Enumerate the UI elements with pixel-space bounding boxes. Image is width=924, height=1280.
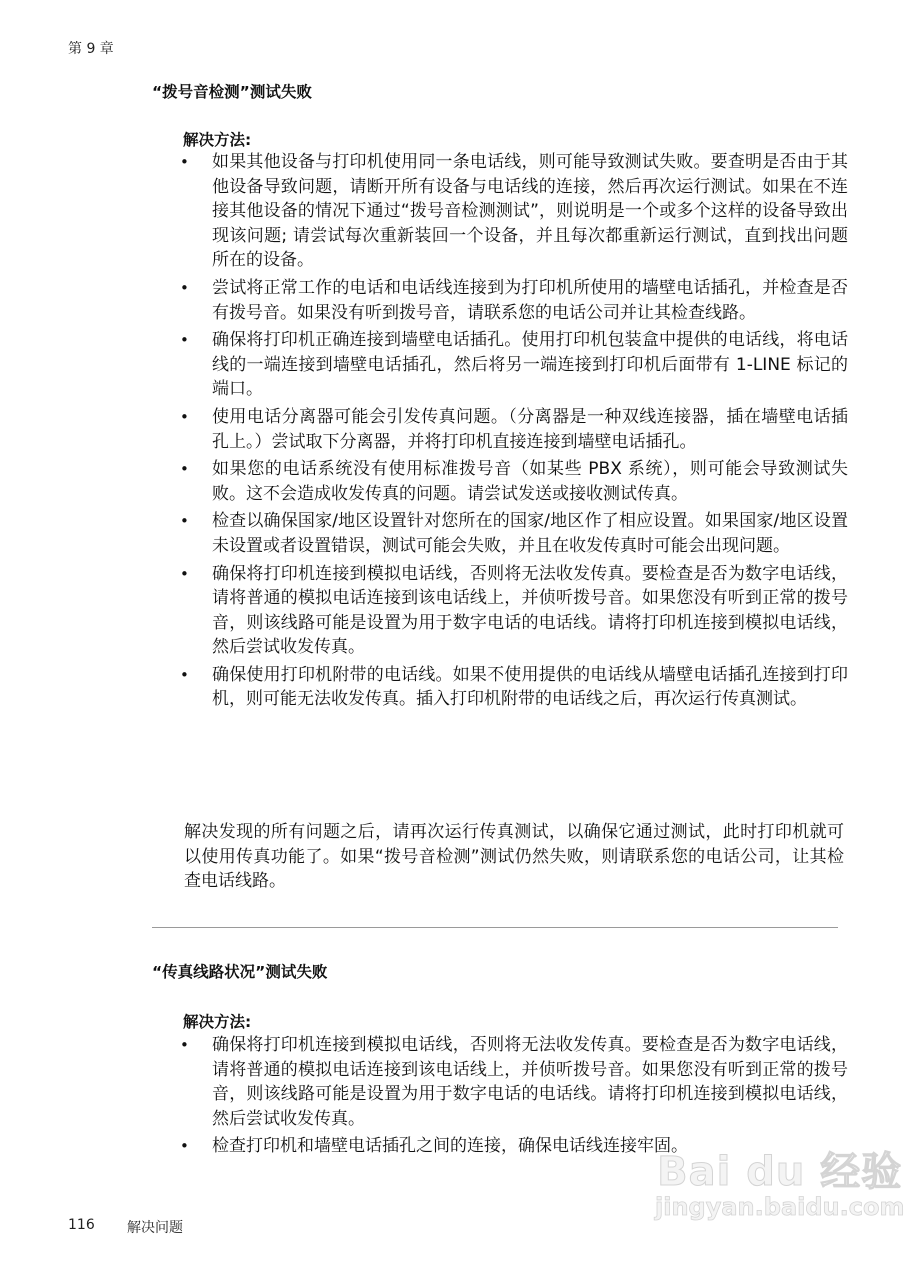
page-number: 116: [68, 1217, 95, 1233]
bullet-icon: •: [180, 331, 189, 350]
list-item: • 使用电话分离器可能会引发传真问题。（分离器是一种双线连接器，插在墙壁电话插孔上。）尝试取下分离器，并将打印机直接连接到墙壁电话插孔。: [180, 406, 848, 452]
bullet-icon: •: [180, 665, 189, 684]
solution-list-dial-tone: [178, 150, 848, 715]
bullet-icon: •: [180, 1137, 189, 1156]
list-item: • 尝试将正常工作的电话和电话线连接到为打印机所使用的墙壁电话插孔，并检查是否有拨号音。如果没有听到拨号音，请联系您的电话公司并让其检查线路。: [180, 277, 848, 323]
bullet-icon: •: [180, 460, 189, 479]
chapter-header: 第 9 章: [68, 41, 114, 57]
watermark-url: jingyan.baidu.com: [655, 1193, 905, 1221]
list-item: • 确保将打印机连接到模拟电话线，否则将无法收发传真。要检查是否为数字电话线，请将普通的模拟电话连接到该电话线上，并侦听拨号音。如果您没有听到正常的拨号音，则该线路可能是设置为用于数字电话的电话线。请将打印机连接到模拟电话线，然后尝试收发传真。: [180, 563, 848, 658]
bullet-icon: •: [180, 278, 189, 297]
bullet-icon: •: [180, 153, 189, 171]
bullet-icon: •: [180, 407, 189, 426]
list-item: • 检查打印机和墙壁电话插孔之间的连接，确保电话线连接牢固。: [178, 1134, 848, 1159]
baidu-watermark: [655, 1140, 904, 1221]
bullet-icon: •: [180, 512, 189, 531]
section-title-dial-tone: “拨号音检测”测试失败: [152, 83, 312, 101]
solution-label: 解决方法:: [183, 1013, 252, 1031]
list-item: • 如果您的电话系统没有使用标准拨号音（如某些 PBX 系统），则可能会导致测试失败。这不会造成收发传真的问题。请尝试发送或接收测试传真。: [180, 459, 848, 504]
list-item: • 确保将打印机正确连接到墙壁电话插孔。使用打印机包装盒中提供的电话线，将电话线的一端连接到墙壁电话插孔，然后将另一端连接到打印机后面带有 1-LINE 标记的端口。: [180, 330, 848, 400]
list-item: • 检查以确保国家/地区设置针对您所在的国家/地区作了相应设置。如果国家/地区设置未设置或者设置错误，测试可能会失败，并且在收发传真时可能会出现问题。: [180, 511, 848, 556]
baidu-logo-icon: Bai du 经验: [657, 1149, 903, 1195]
solution-label: 解决方法:: [183, 131, 252, 149]
section-title-fax-line: “传真线路状况”测试失败: [152, 963, 328, 981]
list-item: • 确保使用打印机附带的电话线。如果不使用提供的电话线从墙壁电话插孔连接到打印机，则可能无法收发传真。插入打印机附带的电话线之后，再次运行传真测试。: [180, 664, 848, 710]
bullet-icon: •: [180, 1036, 189, 1054]
list-item: • 如果其他设备与打印机使用同一条电话线，则可能导致测试失败。要查明是否由于其他设备导致问题，请断开所有设备与电话线的连接，然后再次运行测试。如果在不连接其他设备的情况下通过“拨号音检测测试”，则说明是一个或多个这样的设备导致出现该问题; 请尝试每次重新装回一个设备，并且每次都重新运行测试，直到找出问题所在的设备。: [180, 152, 848, 271]
bullet-icon: •: [180, 564, 189, 583]
section-divider: [152, 927, 838, 928]
list-item: • 确保将打印机连接到模拟电话线，否则将无法收发传真。要检查是否为数字电话线，请将普通的模拟电话连接到该电话线上，并侦听拨号音。如果您没有听到正常的拨号音，则该线路可能是设置为用于数字电话的电话线。请将打印机连接到模拟电话线，然后尝试收发传真。: [180, 1035, 848, 1129]
closing-paragraph: 解决发现的所有问题之后，请再次运行传真测试，以确保它通过测试，此时打印机就可以使用传真功能了。如果“拨号音检测”测试仍然失败，则请联系您的电话公司，让其检查电话线路。: [184, 822, 844, 892]
footer-section-name: 解决问题: [127, 1220, 183, 1236]
